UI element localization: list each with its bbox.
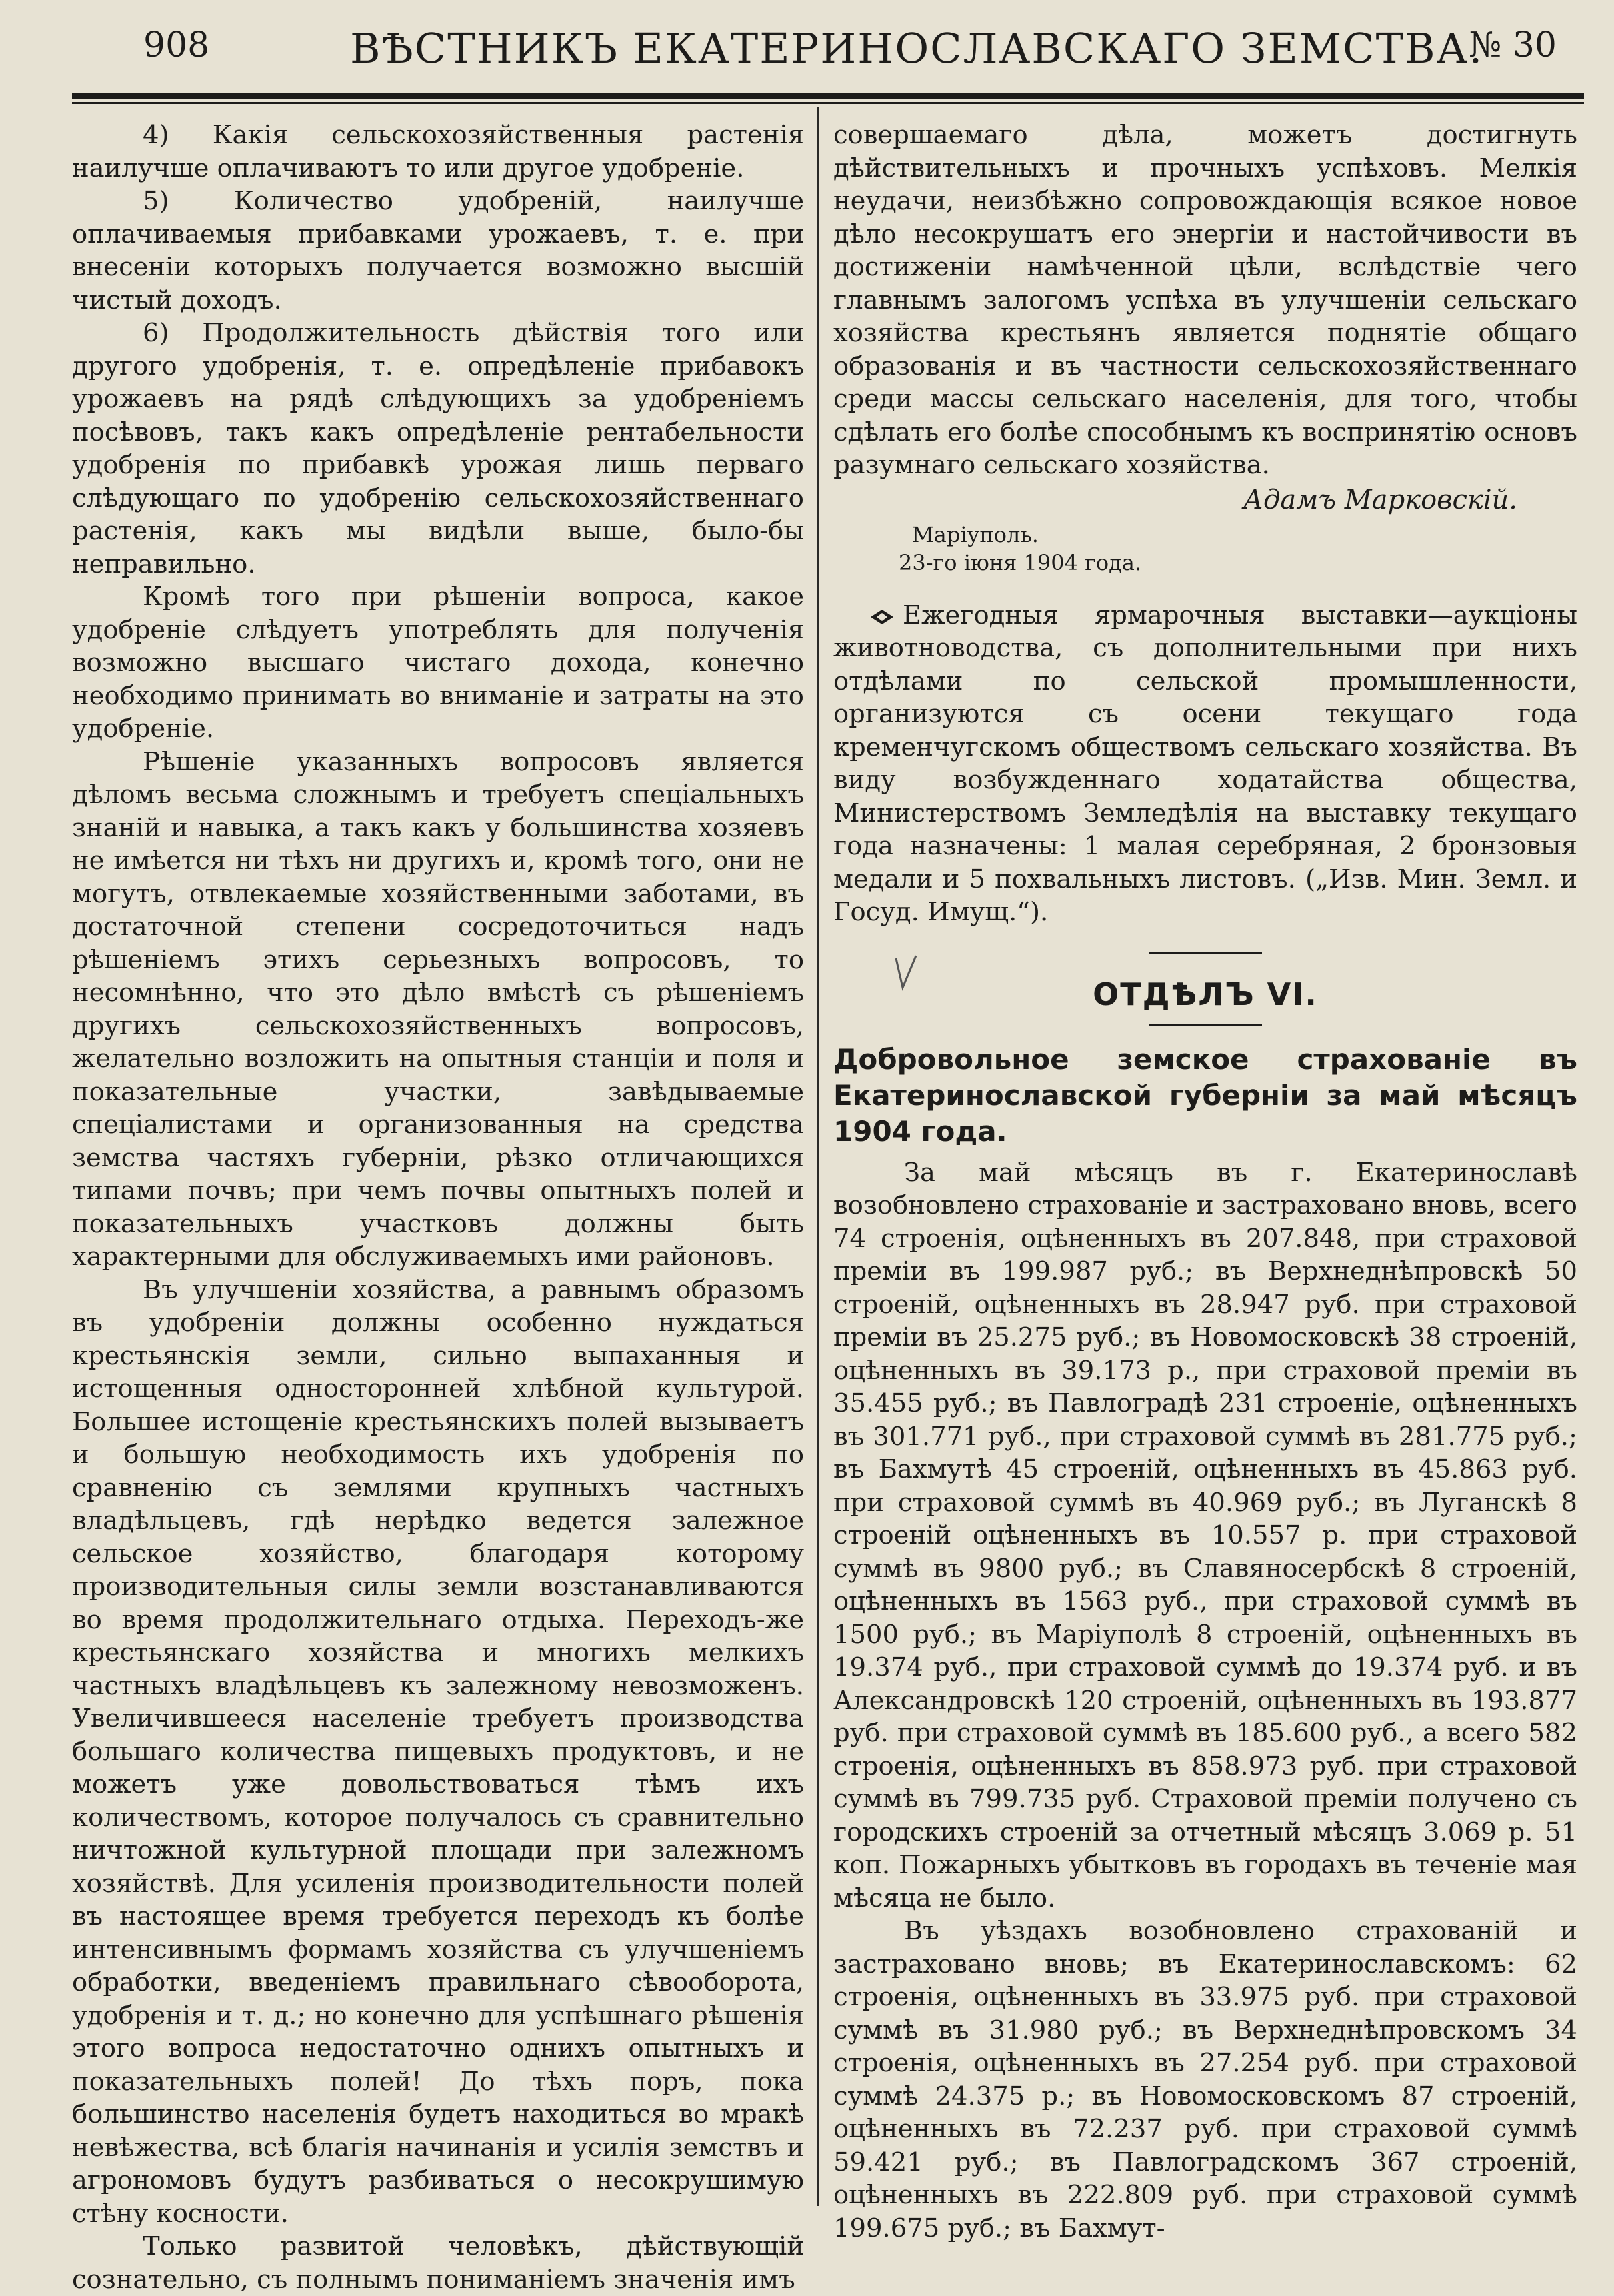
- news-item: [833, 599, 1577, 929]
- paragraph: За май мѣсяцъ въ г. Екатеринославѣ возобновлено страхованіе и застраховано вновь, всего 74 строенія, оцѣненныхъ въ 207.848, при страховой преміи въ 199.987 руб.; въ Верхнеднѣпровскѣ 50 строеній, оцѣненныхъ въ 28.947 руб. при страховой преміи въ 25.275 руб.; въ Новомосковскѣ 38 строеній, оцѣненныхъ въ 39.173 р., при страховой преміи въ 35.455 руб.; въ Павлоградѣ 231 строеніе, оцѣненныхъ въ 301.771 руб., при страховой суммѣ въ 281.775 руб.; въ Бахмутѣ 45 строеній, оцѣненныхъ въ 45.863 руб. при страховой суммѣ въ 40.969 руб.; въ Луганскѣ 8 строеній оцѣненныхъ въ 10.557 р. при страховой суммѣ въ 9800 руб.; въ Славяносербскѣ 8 строеній, оцѣненныхъ въ 1563 руб., при страховой суммѣ въ 1500 руб.; въ Маріуполѣ 8 строеній, оцѣненныхъ въ 19.374 руб., при страховой суммѣ до 19.374 руб. и въ Александровскѣ 120 строеній, оцѣненныхъ въ 193.877 руб. при страховой суммѣ въ 185.600 руб., а всего 582 строенія, оцѣненныхъ въ 858.973 руб. при страховой суммѣ въ 799.735 руб. Страховой преміи получено съ городскихъ строеній за отчетный мѣсяцъ 3.069 р. 51 коп. Пожарныхъ убытковъ въ городахъ въ теченіе мая мѣсяца не было.: [833, 1157, 1577, 1913]
- left-column: [72, 119, 804, 2296]
- page-header: [70, 19, 1557, 72]
- paragraph: Рѣшеніе указанныхъ вопросовъ является дѣломъ весьма сложнымъ и требуетъ спеціальныхъ знаній и навыка, а такъ какъ у большинства хозяевъ не имѣется ни тѣхъ ни другихъ и, кромѣ того, они не могутъ, отвлекаемые хозяйственными заботами, въ достаточной степени сосредоточиться надъ рѣшеніемъ этихъ серьезныхъ вопросовъ, то несомнѣнно, что это дѣло вмѣстѣ съ рѣшеніемъ другихъ сельскохозяйственныхъ вопросовъ, желательно возложить на опытныя станціи и поля и показательные участки, завѣдываемые спеціалистами и организованныя на средства земства частяхъ губерніи, рѣзко отличающихся типами почвъ; при чемъ почвы опытныхъ полей и показательныхъ участковъ должны быть характерными для обслуживаемыхъ ими районовъ.: [72, 746, 804, 1272]
- dateline: [899, 521, 1577, 576]
- header-rule-thin: [72, 102, 1584, 104]
- paragraph: 4) Какія сельскохозяйственныя растенія наилучше оплачиваютъ то или другое удобреніе.: [72, 120, 804, 183]
- issue-number: № 30: [1469, 25, 1557, 65]
- author-signature: Адамъ Марковскій.: [1243, 484, 1517, 515]
- column-divider: [817, 107, 819, 2206]
- paragraph: Въ улучшеніи хозяйства, а равнымъ образомъ въ удобреніи должны особенно нуждаться крестьянскія земли, сильно выпаханныя и истощенныя односторонней хлѣбной культурой. Большее истощеніе крестьянскихъ полей вызываетъ и большую необходимость ихъ удобренія по сравненію съ землями крупныхъ частныхъ владѣльцевъ, гдѣ нерѣдко ведется залежное сельское хозяйство, благодаря которому производительныя силы земли возстанавливаются во время продолжительнаго отдыха. Переходъ-же крестьянскаго хозяйства и многихъ мелкихъ частныхъ владѣльцевъ къ залежному невозможенъ. Увеличившееся населеніе требуетъ производства большаго количества пищевыхъ продуктовъ, и не можетъ уже довольствоваться тѣмъ ихъ количествомъ, которое получалось съ сравнительно ничтожной культурной площади при залежномъ хозяйствѣ. Для усиленія производительности полей въ настоящее время требуется переходъ къ болѣе интенсивнымъ формамъ хозяйства съ улучшеніемъ обработки, введеніемъ правильнаго сѣвооборота, удобренія и т. д.; но конечно для успѣшнаго рѣшенія этого вопроса недостаточно однихъ опытныхъ и показательныхъ полей! До тѣхъ поръ, пока большинство населенія будетъ находиться во мракѣ невѣжества, всѣ благія начинанія и усилія земствъ и агрономовъ будутъ разбиваться о несокрушимую стѣну косности.: [72, 1274, 804, 2229]
- dateline-date: 23-го іюня 1904 года.: [899, 549, 1142, 575]
- paragraph-continuation: совершаемаго дѣла, можетъ достигнуть дѣйствительныхъ и прочныхъ успѣховъ. Мелкія неудачи, неизбѣжно сопровождающія всякое новое дѣло несокрушатъ его энергіи и настойчивости въ достиженіи намѣченной цѣли, вслѣдствіе чего главнымъ залогомъ успѣха въ улучшеніи сельскаго хозяйства крестьянъ является поднятіе общаго образованія и въ частности сельскохозяйственнаго среди массы сельскаго населенія, для того, чтобы сдѣлать его болѣе способнымъ къ воспринятію основъ разумнаго сельскаго хозяйства.: [833, 120, 1577, 480]
- paragraph: Кромѣ того при рѣшеніи вопроса, какое удобреніе слѣдуетъ употреблять для полученія возможно высшаго чистаго дохода, конечно необходимо принимать во вниманіе и затраты на это удобреніе.: [72, 582, 804, 744]
- header-rule-thick: [72, 93, 1584, 99]
- page-number: 908: [143, 25, 210, 65]
- article-title: Добровольное земское страхованіе въ Екатеринославской губерніи за май мѣсяцъ 1904 года.: [833, 1042, 1577, 1148]
- section-title: ОТДѢЛЪ VI.: [1093, 976, 1318, 1012]
- section-title-underline: [1149, 1024, 1262, 1026]
- pencil-checkmark-icon: [893, 953, 920, 993]
- paragraph: Въ уѣздахъ возобновлено страхованій и застраховано вновь; въ Екатеринославскомъ: 62 строенія, оцѣненныхъ въ 33.975 руб. при страховой суммѣ въ 31.980 руб.; въ Верхнеднѣпровскомъ 34 строенія, оцѣненныхъ въ 27.254 руб. при страховой суммѣ 24.375 р.; въ Новомосковскомъ 87 строеній, оцѣненныхъ въ 72.237 руб. при страховой суммѣ 59.421 руб.; въ Павлоградскомъ 367 строеній, оцѣненныхъ въ 222.809 руб. при страховой суммѣ 199.675 руб.; въ Бахмут-: [833, 1916, 1577, 2243]
- news-paragraph: [833, 599, 1577, 929]
- paragraph: 5) Количество удобреній, наилучше оплачиваемыя прибавками урожаевъ, т. е. при внесеніи которыхъ получается возможно высшій чистый доходъ.: [72, 186, 804, 315]
- right-column: [833, 119, 1577, 2245]
- dateline-place: Маріуполь.: [912, 521, 1039, 547]
- journal-title: ВѢСТНИКЪ ЕКАТЕРИНОСЛАВСКАГО ЗЕМСТВА.: [350, 24, 1484, 73]
- paragraph: Только развитой человѣкъ, дѣйствующій сознательно, съ полнымъ пониманіемъ значенія имъ: [72, 2231, 804, 2295]
- diamond-ornament-icon: [871, 610, 893, 624]
- news-text: Ежегодныя ярмарочныя выставки—аукціоны животноводства, съ дополнительными при нихъ отдѣлами по сельской промышленности, организуются съ осени текущаго года кременчугскомъ обществомъ сельскаго хозяйства. Въ виду возбужденнаго ходатайства общества, Министерствомъ Земледѣлія на выставку текущаго года назначены: 1 малая серебряная, 2 бронзовыя медали и 5 похвальныхъ листовъ. („Изв. Мин. Земл. и Госуд. Имущ.“).: [833, 600, 1577, 927]
- section-separator: [1149, 952, 1262, 954]
- paragraph: 6) Продолжительность дѣйствія того или другого удобренія, т. е. опредѣленіе прибавокъ урожаевъ на рядѣ слѣдующихъ за удобреніемъ посѣвовъ, такъ какъ опредѣленіе рентабельности удобренія по прибавкѣ урожая лишь перваго слѣдующаго по удобренію сельскохозяйственнаго растенія, какъ мы видѣли выше, было-бы неправильно.: [72, 318, 804, 579]
